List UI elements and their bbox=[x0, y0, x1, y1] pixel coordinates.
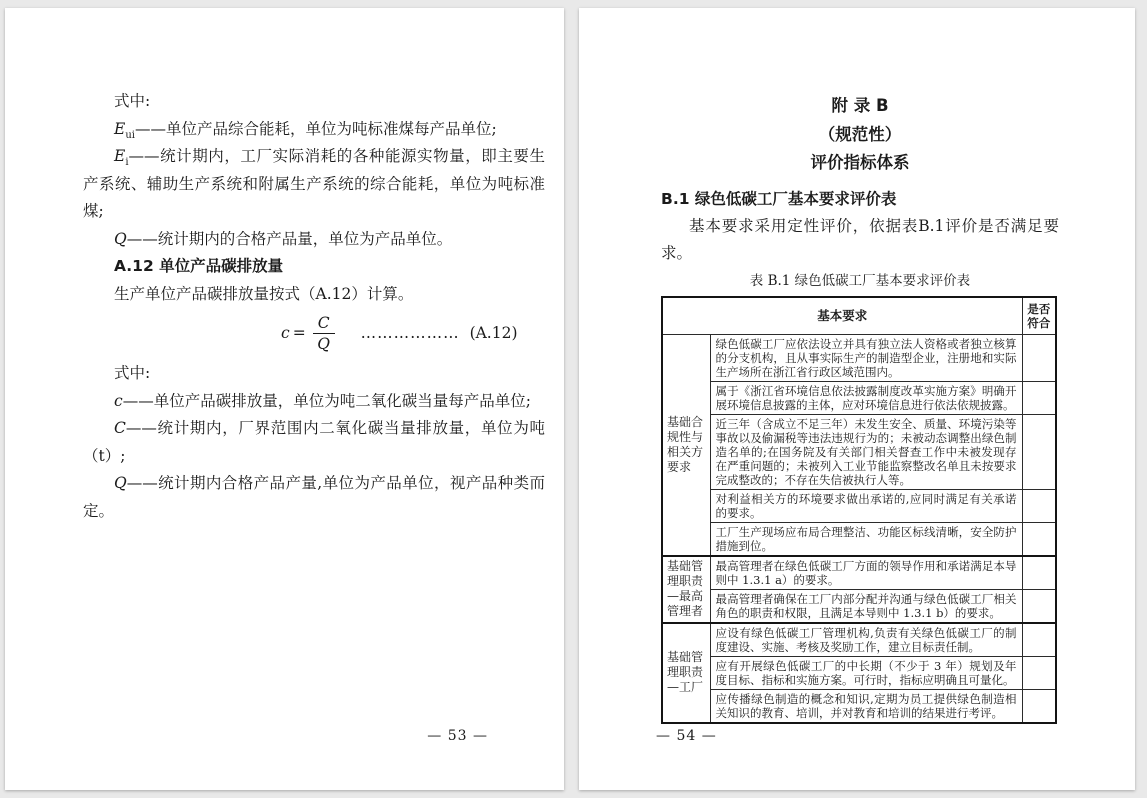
section-heading-b1: B.1 绿色低碳工厂基本要求评价表 bbox=[661, 189, 897, 208]
conformity-cell bbox=[1022, 489, 1056, 522]
page-number-53: — 53 — bbox=[427, 728, 488, 744]
table-row bbox=[662, 656, 1056, 689]
page-number-54: — 54 — bbox=[656, 728, 717, 744]
conformity-cell bbox=[1022, 623, 1056, 657]
page-53-content bbox=[5, 8, 564, 525]
requirement-cell: 近三年（含成立不足三年）未发生安全、质量、环境污染等事故以及偷漏税等违法违规行为的；未被动态调整出绿色制造名单的;在国务院及有关部门相关督查工作中未被发现存在严重问题的；未被列入工业节能监察整改名单且未按要求完成整改的；不存在失信被执行人等。 bbox=[710, 414, 1022, 489]
table-row bbox=[662, 689, 1056, 723]
definition-c-lower bbox=[83, 388, 545, 416]
where-clause-label: 式中: bbox=[114, 364, 151, 382]
table-caption: 表 B.1 绿色低碳工厂基本要求评价表 bbox=[749, 272, 971, 289]
appendix-label: 附 录 B bbox=[831, 96, 889, 115]
table-row bbox=[662, 381, 1056, 414]
requirement-cell: 最高管理者确保在工厂内部分配并沟通与绿色低碳工厂相关角色的职责和权限，且满足本导则中 1.3.1 b）的要求。 bbox=[710, 589, 1022, 623]
where-clause-label: 式中: bbox=[114, 92, 151, 110]
definition-text: ——统计期内的合格产品量，单位为产品单位。 bbox=[126, 229, 453, 248]
equals-sign: = bbox=[292, 324, 306, 342]
table-row bbox=[662, 556, 1056, 590]
conformity-cell bbox=[1022, 556, 1056, 590]
header-conformity: 是否符合 bbox=[1022, 297, 1056, 335]
table-row bbox=[662, 489, 1056, 522]
requirement-cell: 工厂生产现场应布局合理整洁、功能区标线清晰，安全防护措施到位。 bbox=[710, 522, 1022, 556]
conformity-cell bbox=[1022, 334, 1056, 381]
definition-text: ——统计期内，厂界范围内二氧化碳当量排放量，单位为吨（t）; bbox=[83, 419, 545, 465]
fraction-denominator: Q bbox=[317, 334, 330, 353]
normative-label: （规范性） bbox=[818, 124, 902, 144]
table-header-row bbox=[662, 297, 1056, 335]
conformity-cell bbox=[1022, 522, 1056, 556]
group-label-compliance: 基础合规性与相关方要求 bbox=[662, 334, 710, 556]
formula-dot-leader: ……………… bbox=[360, 324, 460, 342]
conformity-cell bbox=[1022, 656, 1056, 689]
symbol-e-ui: $E_{ui}$ bbox=[114, 119, 135, 141]
appendix-title: 评价指标体系 bbox=[810, 153, 910, 172]
definition-c-upper bbox=[83, 415, 545, 470]
table-row bbox=[662, 623, 1056, 657]
symbol-q2: Q bbox=[114, 474, 127, 492]
conformity-cell bbox=[1022, 381, 1056, 414]
evaluation-table bbox=[661, 296, 1057, 724]
group-label-top-management: 基础管理职责—最高管理者 bbox=[662, 556, 710, 623]
table-row bbox=[662, 414, 1056, 489]
table-row bbox=[662, 589, 1056, 623]
definition-text: ——单位产品综合能耗，单位为吨标准煤每产品单位; bbox=[134, 119, 497, 138]
header-basic-requirement: 基本要求 bbox=[662, 297, 1022, 335]
definition-e-i bbox=[83, 143, 545, 226]
page-54-content bbox=[579, 8, 1135, 724]
definition-text: ——单位产品碳排放量，单位为吨二氧化碳当量每产品单位; bbox=[122, 391, 531, 410]
definition-q2 bbox=[83, 470, 545, 525]
section-intro: 基本要求采用定性评价，依据表B.1评价是否满足要求。 bbox=[661, 216, 1059, 262]
symbol-e-i: $E_i$ bbox=[114, 147, 129, 169]
requirement-cell: 应设有绿色低碳工厂管理机构,负责有关绿色低碳工厂的制度建设、实施、考核及奖励工作，建立目标责任制。 bbox=[710, 623, 1022, 657]
symbol-q: Q bbox=[114, 229, 127, 248]
requirement-cell: 应传播绿色制造的概念和知识,定期为员工提供绿色制造相关知识的教育、培训，并对教育和培训的结果进行考评。 bbox=[710, 689, 1022, 723]
conformity-cell bbox=[1022, 414, 1056, 489]
definition-text: ——统计期内，工厂实际消耗的各种能源实物量，即主要生产系统、辅助生产系统和附属生产系统的综合能耗，单位为吨标准煤; bbox=[83, 147, 545, 220]
requirement-cell: 应有开展绿色低碳工厂的中长期（不少于 3 年）规划及年度目标、指标和实施方案。可行时，指标应明确且可量化。 bbox=[710, 656, 1022, 689]
requirement-cell: 属于《浙江省环境信息依法披露制度改革实施方案》明确开展环境信息披露的主体，应对环境信息进行依法依规披露。 bbox=[710, 381, 1022, 414]
section-intro: 生产单位产品碳排放量按式（A.12）计算。 bbox=[114, 284, 414, 303]
page-54 bbox=[579, 8, 1135, 790]
symbol-c-lower: c bbox=[114, 391, 123, 410]
table-row bbox=[662, 522, 1056, 556]
conformity-cell bbox=[1022, 689, 1056, 723]
definition-e-ui bbox=[83, 116, 545, 144]
requirement-cell: 绿色低碳工厂应依法设立并具有独立法人资格或者独立核算的分支机构，且从事实际生产的制造型企业，注册地和实际生产场所在浙江省行政区域范围内。 bbox=[710, 334, 1022, 381]
symbol-c-upper: C bbox=[114, 419, 126, 437]
fraction bbox=[313, 314, 335, 353]
formula-lhs: c bbox=[281, 324, 290, 342]
definition-q bbox=[83, 226, 545, 254]
group-label-factory: 基础管理职责—工厂 bbox=[662, 623, 710, 723]
formula-number: (A.12) bbox=[469, 324, 518, 342]
table-row bbox=[662, 334, 1056, 381]
section-heading-a12: A.12 单位产品碳排放量 bbox=[114, 257, 284, 275]
page-53 bbox=[5, 8, 564, 790]
definition-text: ——统计期内合格产品产量,单位为产品单位，视产品种类而定。 bbox=[83, 474, 545, 520]
requirement-cell: 对利益相关方的环境要求做出承诺的,应同时满足有关承诺的要求。 bbox=[710, 489, 1022, 522]
fraction-numerator: C bbox=[313, 314, 335, 334]
requirement-cell: 最高管理者在绿色低碳工厂方面的领导作用和承诺满足本导则中 1.3.1 a）的要求。 bbox=[710, 556, 1022, 590]
conformity-cell bbox=[1022, 589, 1056, 623]
formula-a12 bbox=[281, 312, 545, 354]
